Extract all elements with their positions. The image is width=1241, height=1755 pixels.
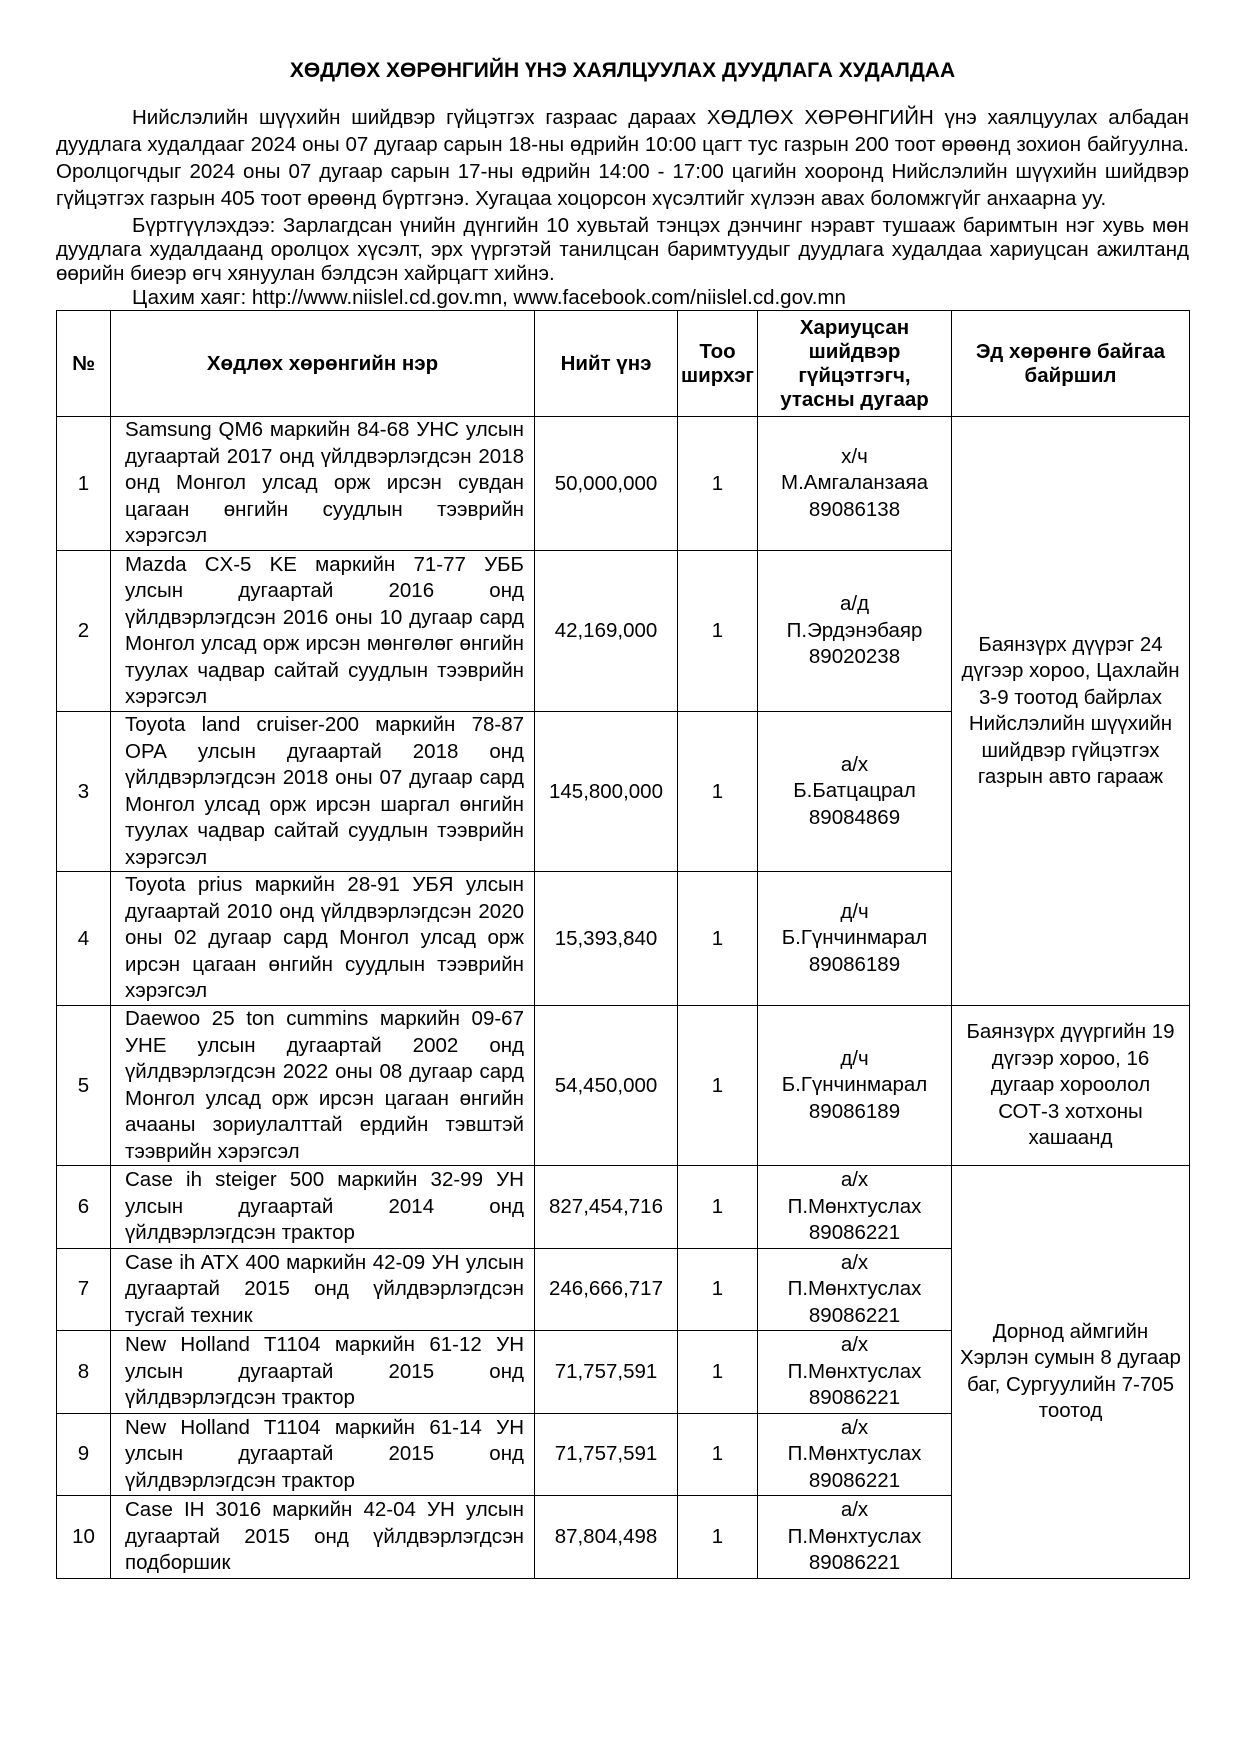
row-qty: 1 (678, 1413, 758, 1496)
row-qty: 1 (678, 712, 758, 872)
contact-phone: 89020238 (808, 645, 901, 669)
contact-rank: х/ч (841, 444, 868, 468)
row-num: 8 (57, 1331, 111, 1414)
contact-rank: а/х (840, 752, 869, 776)
contact-rank: а/х (840, 1250, 869, 1274)
row-num: 1 (57, 417, 111, 551)
table-row (57, 1006, 1190, 1166)
row-qty: 1 (678, 1248, 758, 1331)
header-qty: Тоо ширхэг (678, 311, 758, 417)
header-num: № (57, 311, 111, 417)
row-name: Case IH 3016 маркийн 42-04 УН улсын дугаартай 2015 онд үйлдвэрлэгдсэн подборшик (111, 1496, 535, 1579)
row-num: 10 (57, 1496, 111, 1579)
contact-person: П.Мөнхтуслах (787, 1277, 922, 1300)
row-price: 87,804,498 (535, 1496, 678, 1579)
row-contact (758, 712, 952, 872)
row-price: 54,450,000 (535, 1006, 678, 1166)
row-contact (758, 1331, 952, 1414)
contact-person: П.Мөнхтуслах (787, 1194, 922, 1218)
row-contact (758, 1248, 952, 1331)
row-contact (758, 872, 952, 1006)
contact-person: М.Амгаланзаяа (781, 471, 928, 495)
contact-rank: а/х (840, 1333, 869, 1356)
row-num: 6 (57, 1166, 111, 1249)
row-contact (758, 1166, 952, 1249)
row-name: Toyota land cruiser-200 маркийн 78-87 ОРА улсын дугаартай 2018 онд үйлдвэрлэгдсэн 2018 оны 07 дугаар сард Монгол улсад орж ирсэн шаргал өнгийн туулах чадвар сайтай суудлын тээврийн хэрэгсэл (111, 712, 535, 872)
row-location: Баянзүрх дүүргийн 19 дүгээр хороо, 16 дугаар хороолол СОТ-3 хотхоны хашаанд (952, 1006, 1190, 1166)
row-contact (758, 1006, 952, 1166)
contact-phone: 89086221 (808, 1468, 901, 1492)
row-contact (758, 417, 952, 551)
row-price: 246,666,717 (535, 1248, 678, 1331)
contact-person: П.Мөнхтуслах (787, 1359, 922, 1383)
contact-phone: 89086138 (808, 497, 901, 521)
contact-person: Б.Батцацрал (793, 779, 916, 803)
contact-phone: 89086189 (808, 952, 901, 976)
row-location: Дорнод аймгийн Хэрлэн сумын 8 дугаар баг, Сургуулийн 7-705 тоотод (952, 1166, 1190, 1579)
contact-phone: 89086189 (808, 1099, 901, 1123)
row-contact (758, 551, 952, 712)
row-price: 145,800,000 (535, 712, 678, 872)
header-contact: Хариуцсан шийдвэр гүйцэтгэгч, утасны дугаар (758, 311, 952, 417)
row-contact (758, 1413, 952, 1496)
row-qty: 1 (678, 551, 758, 712)
row-contact (758, 1496, 952, 1579)
header-price: Нийт үнэ (535, 311, 678, 417)
row-name: Toyota prius маркийн 28-91 УБЯ улсын дугаартай 2010 онд үйлдвэрлэгдсэн 2020 оны 02 дугаар сард Монгол улсад орж ирсэн цагаан өнгийн суудлын тээврийн хэрэгсэл (111, 872, 535, 1006)
table-row (57, 417, 1190, 551)
row-price: 42,169,000 (535, 551, 678, 712)
row-qty: 1 (678, 1331, 758, 1414)
contact-rank: а/д (839, 592, 870, 616)
contact-phone: 89086221 (808, 1386, 901, 1409)
contact-person: П.Эрдэнэбаяр (786, 618, 923, 642)
assets-table (56, 310, 1190, 1579)
table-row (57, 1166, 1190, 1249)
row-num: 2 (57, 551, 111, 712)
contact-phone: 89086221 (808, 1221, 901, 1244)
row-name: Samsung QM6 маркийн 84-68 УНС улсын дугаартай 2017 онд үйлдвэрлэгдсэн 2018 онд Монгол улсад орж ирсэн сувдан цагаан өнгийн суудлын тээврийн хэрэгсэл (111, 417, 535, 551)
contact-person: П.Мөнхтуслах (787, 1442, 922, 1465)
contact-rank: д/ч (840, 1046, 869, 1070)
contact-person: П.Мөнхтуслах (787, 1524, 922, 1548)
document-page (56, 58, 1189, 1579)
row-num: 7 (57, 1248, 111, 1331)
row-price: 50,000,000 (535, 417, 678, 551)
contact-rank: а/х (840, 1498, 869, 1521)
row-name: New Holland T1104 маркийн 61-12 УН улсын дугаартай 2015 онд үйлдвэрлэгдсэн трактор (111, 1331, 535, 1414)
document-title: ХӨДЛӨХ ХӨРӨНГИЙН ҮНЭ ХАЯЛЦУУЛАХ ДУУДЛАГА ХУДАЛДАА (289, 59, 956, 82)
row-price: 71,757,591 (535, 1331, 678, 1414)
row-num: 3 (57, 712, 111, 872)
contact-rank: д/ч (840, 899, 869, 923)
registration-paragraph: Бүртгүүлэхдээ: Зарлагдсан үнийн дүнгийн 10 хувьтай тэнцэх дэнчинг нэравт тушааж баримтын нэг хувь мөн дуудлага худалдаанд оролцох хүсэлт, эрх үүргэтэй танилцсан баримтуудыг дуудлага худалдаа хариуцсан ажилтанд өөрийн биеэр өгч хянуулан бэлдсэн хайрцагт хийнэ. (56, 214, 1189, 285)
web-links: Цахим хаяг: http://www.niislel.cd.gov.mn, www.facebook.com/niislel.cd.gov.mn (132, 286, 846, 309)
contact-phone: 89084869 (808, 805, 901, 829)
row-num: 9 (57, 1413, 111, 1496)
row-name: Case ih steiger 500 маркийн 32-99 УН улсын дугаартай 2014 онд үйлдвэрлэгдсэн трактор (111, 1166, 535, 1249)
header-location: Эд хөрөнгө байгаа байршил (952, 311, 1190, 417)
row-price: 827,454,716 (535, 1166, 678, 1249)
row-qty: 1 (678, 1166, 758, 1249)
row-name: New Holland T1104 маркийн 61-14 УН улсын дугаартай 2015 онд үйлдвэрлэгдсэн трактор (111, 1413, 535, 1496)
table-header-row (57, 311, 1190, 417)
contact-phone: 89086221 (808, 1303, 901, 1327)
row-qty: 1 (678, 1006, 758, 1166)
announcement-paragraph: Нийслэлийн шүүхийн шийдвэр гүйцэтгэх газраас дараах ХӨДЛӨХ ХӨРӨНГИЙН үнэ хаялцуулах албадан дуудлага худалдааг 2024 оны 07 дугаар сарын 18-ны өдрийн 10:00 цагт тус газрын 200 тоот өрөөнд зохион байгуулна. Оролцогчдыг 2024 оны 07 дугаар сарын 17-ны өдрийн 14:00 - 17:00 цагийн хооронд Нийслэлийн шүүхийн шийдвэр гүйцэтгэх газрын 405 тоот өрөөнд бүртгэнэ. Хугацаа хоцорсон хүсэлтийг хүлээн авах боломжгүйг анхаарна уу. (56, 106, 1189, 210)
row-name: Mazda CX-5 KE маркийн 71-77 УББ улсын дугаартай 2016 онд үйлдвэрлэгдсэн 2016 оны 10 дугаар сард Монгол улсад орж ирсэн мөнгөлөг өнгийн туулах чадвар сайтай суудлын тээврийн хэрэгсэл (111, 551, 535, 712)
contact-person: Б.Гүнчинмарал (781, 926, 928, 950)
contact-person: Б.Гүнчинмарал (781, 1073, 928, 1097)
row-qty: 1 (678, 872, 758, 1006)
contact-rank: а/х (840, 1415, 869, 1439)
row-price: 71,757,591 (535, 1413, 678, 1496)
header-name: Хөдлөх хөрөнгийн нэр (111, 311, 535, 417)
contact-phone: 89086221 (808, 1551, 901, 1574)
row-qty: 1 (678, 417, 758, 551)
row-price: 15,393,840 (535, 872, 678, 1006)
contact-rank: а/х (840, 1168, 869, 1191)
row-location: Баянзүрх дүүрэг 24 дүгээр хороо, Цахлайн 3-9 тоотод байрлах Нийслэлийн шүүхийн шийдвэр гүйцэтгэх газрын авто гараaж (952, 417, 1190, 1006)
row-name: Case ih ATX 400 маркийн 42-09 УН улсын дугаартай 2015 онд үйлдвэрлэгдсэн тусгай техник (111, 1248, 535, 1331)
row-num: 4 (57, 872, 111, 1006)
row-num: 5 (57, 1006, 111, 1166)
row-name: Daewoo 25 ton cummins маркийн 09-67 УНЕ улсын дугаартай 2002 онд үйлдвэрлэгдсэн 2022 оны 08 дугаар сард Монгол улсад орж ирсэн цагаан өнгийн ачааны зориулалттай ердийн тэвштэй тээврийн хэрэгсэл (111, 1006, 535, 1166)
row-qty: 1 (678, 1496, 758, 1579)
